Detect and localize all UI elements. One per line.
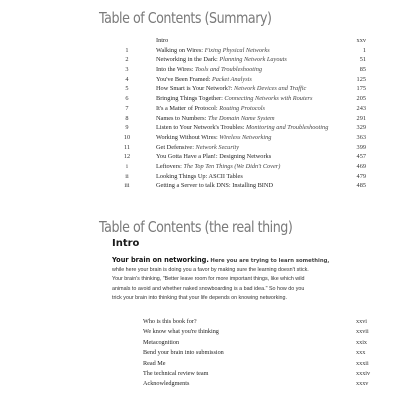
toc-chapter-main-title: You've Been Framed: [156,75,212,83]
toc-chapter-title [156,65,262,75]
toc-row[interactable] [112,181,380,191]
toc-chapter-number: 2 [125,56,129,64]
intro-line: trick your brain into thinking that your life depends on knowing networking. [112,294,287,301]
toc-chapter-main-title: How Smart is Your Network?: [156,85,235,93]
toc-chapter-main-title: Networking in the Dark: [156,56,220,64]
intro-section-list [143,317,383,390]
toc-chapter-subtitle: Fixing Physical Networks [204,46,270,54]
toc-chapter-title [156,162,280,172]
toc-page-number: 205 [356,95,366,103]
toc-chapter-number: 5 [125,85,129,93]
toc-page-number: 479 [356,172,366,180]
intro-item-page: xxvii [356,328,369,336]
toc-chapter-title [156,104,265,114]
toc-chapter-title [156,36,168,46]
intro-item-title: We know what you're thinking [143,328,219,336]
toc-row[interactable] [112,75,380,85]
intro-item-title: Who is this book for? [143,318,197,325]
toc-chapter-number: 11 [123,143,131,151]
intro-heading: Intro [112,238,140,249]
toc-page-number: 291 [356,114,366,122]
toc-page-number: 485 [356,182,366,190]
toc-chapter-number: iii [124,182,130,190]
toc-chapter-number: i [126,162,128,170]
intro-item-title: Acknowledgments [143,380,190,388]
toc-chapter-number: 10 [123,133,131,141]
intro-list-item[interactable] [143,369,383,379]
toc-chapter-main-title: Walking on Wires: [156,46,205,54]
toc-page-number: 1 [362,46,366,54]
toc-row[interactable] [112,84,380,94]
toc-chapter-number: 1 [125,46,129,54]
toc-chapter-title [156,143,239,153]
toc-chapter-title [156,172,243,182]
toc-chapter-main-title: It's a Matter of Protocol: [156,104,220,112]
intro-lead-continuation: Here you are trying to learn something, [210,258,330,264]
toc-chapter-title [156,123,328,133]
toc-chapter-title [156,75,252,85]
intro-list-item[interactable] [143,348,383,358]
toc-chapter-main-title: Into the Wires: [156,66,195,74]
toc-row[interactable] [112,162,380,172]
toc-page-number: 85 [359,66,366,74]
toc-chapter-title [156,181,273,191]
toc-chapter-main-title: Bringing Things Together: [156,95,225,103]
toc-row[interactable] [112,143,380,153]
toc-chapter-subtitle: Monitoring and Troubleshooting [246,124,329,132]
intro-list-item[interactable] [143,338,383,348]
toc-row[interactable] [112,114,380,124]
toc-page-number: 329 [356,124,366,132]
toc-chapter-subtitle: Wireless Networking [219,133,272,141]
intro-list-item[interactable] [143,359,383,369]
toc-chapter-title [156,152,271,162]
toc-chapter-main-title: Intro [156,37,169,44]
toc-chapter-number: 12 [123,153,131,161]
intro-item-page: xxxii [356,359,369,367]
toc-page-number: 363 [356,133,366,141]
toc-chapter-main-title: Looking Things Up: ASCII Tables [156,172,243,180]
toc-chapter-title [156,114,275,124]
toc-chapter-main-title: Working Without Wires: [156,133,220,141]
intro-item-title: Read Me [143,359,166,367]
toc-chapter-number: 6 [125,95,129,103]
toc-row[interactable] [112,152,380,162]
intro-item-page: xxix [356,338,368,346]
intro-list-item[interactable] [143,317,383,327]
intro-item-page: xxxiv [356,369,371,377]
toc-row[interactable] [112,123,380,133]
intro-line: while here your brain is doing you a favor by making sure the learning doesn't stick. [112,267,309,274]
toc-summary-list [112,36,380,191]
toc-chapter-main-title: Get Defensive: [156,143,196,151]
toc-chapter-subtitle: Connecting Networks with Routers [224,95,313,103]
toc-chapter-number: 7 [125,104,129,112]
toc-page-number: 399 [356,143,366,151]
toc-row[interactable] [112,133,380,143]
toc-page-number: 469 [356,162,366,170]
toc-chapter-main-title: Getting a Server to talk DNS: Installing BIND [156,182,273,190]
intro-item-page: xxx [356,349,366,357]
toc-chapter-subtitle: Network Devices and Traffic [234,85,307,93]
toc-chapter-number: 8 [125,114,129,122]
intro-paragraph [112,256,382,303]
toc-row[interactable] [112,94,380,104]
intro-list-item[interactable] [143,327,383,337]
toc-real-title: Table of Contents (the real thing) [99,218,293,236]
intro-item-page: xxvi [356,318,368,325]
toc-page-number: xxv [356,37,366,44]
toc-chapter-number: ii [125,172,129,180]
intro-lead: Your brain on networking. [112,256,209,264]
toc-chapter-main-title: Listen to Your Network's Troubles: [156,124,247,132]
toc-chapter-subtitle: Network Security [195,143,240,151]
toc-page-number: 243 [356,104,366,112]
toc-chapter-title [156,84,306,94]
toc-page-number: 51 [359,56,366,64]
toc-chapter-title [156,55,287,65]
intro-line: Your brain's thinking, "Better leave room for more important things, like which wild [112,276,305,283]
toc-chapter-title [156,133,271,143]
toc-chapter-main-title: Leftovers: [156,162,184,170]
toc-chapter-title [156,94,312,104]
toc-chapter-subtitle: Planning Network Layouts [219,56,287,64]
intro-item-page: xxxv [356,380,369,388]
toc-row[interactable] [112,104,380,114]
toc-chapter-number: 3 [125,66,129,74]
toc-chapter-title [156,46,270,56]
toc-chapter-number: 4 [125,75,129,83]
toc-row[interactable] [112,46,380,56]
toc-row[interactable] [112,172,380,182]
intro-item-title: The technical review team [143,369,209,377]
toc-chapter-main-title: You Gotta Have a Plan!: Designing Networks [156,153,272,161]
toc-page-number: 175 [356,85,366,93]
toc-summary-title: Table of Contents (Summary) [99,9,272,27]
toc-chapter-subtitle: The Domain Name System [207,114,275,122]
toc-row[interactable] [112,36,380,46]
toc-chapter-main-title: Names to Numbers: [156,114,208,122]
toc-chapter-subtitle: Packet Analysis [211,75,252,83]
toc-chapter-subtitle: Routing Protocols [219,104,265,112]
toc-page-number: 125 [356,75,366,83]
toc-row[interactable] [112,55,380,65]
intro-line: animals to avoid and whether naked snowboarding is a bad idea." So how do you [112,285,305,292]
toc-chapter-number: 9 [125,124,129,132]
toc-chapter-subtitle: Tools and Troubleshooting [194,66,263,74]
toc-chapter-subtitle: The Top Ten Things (We Didn't Cover) [183,162,281,170]
toc-row[interactable] [112,65,380,75]
toc-page-number: 457 [356,153,366,161]
intro-item-title: Metacognition [143,338,180,346]
intro-list-item[interactable] [143,379,383,389]
intro-item-title: Bend your brain into submission [143,349,224,357]
